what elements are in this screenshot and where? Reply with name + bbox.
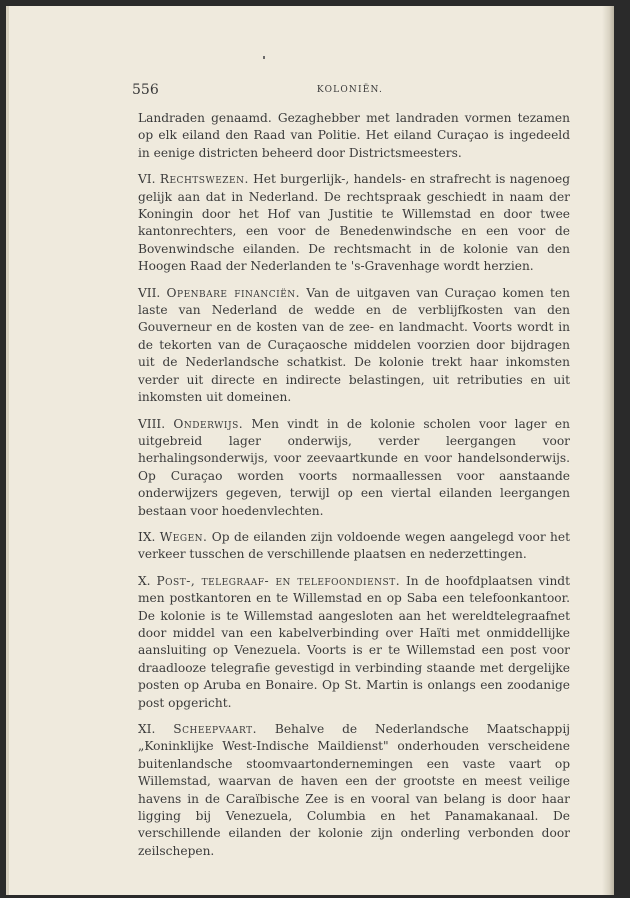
page-edge [6,6,9,895]
section-heading: Openbare financiën. [166,285,301,300]
section-heading: Rechtswezen. [159,172,249,187]
section-heading: Post-, telegraaf- en telefoondienst. [156,573,401,588]
paragraph-wegen [138,529,570,564]
paragraph-rechtswezen [138,171,570,275]
paragraph-post-telegraaf [138,573,570,712]
paragraph-text: Landraden genaamd. Gezaghebber met landraden vormen tezamen op elk eiland den Raad van Politie. Het eiland Curaçao is ingedeeld in eenige districten beheerd door Districtsmeesters. [138,111,570,160]
section-number: VII. [138,285,161,300]
section-number: VIII. [138,416,166,431]
page-header [132,82,568,100]
page-number: 556 [132,82,159,98]
section-number: IX. [138,529,156,544]
paragraph-openbare-financien [138,285,570,407]
section-heading: Onderwijs. [173,416,244,431]
section-heading: Scheepvaart. [173,722,257,736]
spine-shadow [602,6,614,895]
section-heading: Wegen. [159,529,208,544]
paragraph-text: Van de uitgaven van Curaçao komen ten laste van Nederland de wedde en de verblijfkosten van den Gouverneur en de kosten van de zee- en landmacht. Voorts wordt in de tekorten van de Curaçaosche middelen voorzien door bijdragen uit de Nederlandsche schatkist. De kolonie trekt haar inkomsten verder uit directe en indirecte belastingen, uit retributies en uit inkomsten uit domeinen. [138,285,570,405]
book-page [6,6,614,895]
section-number: X. [138,573,151,588]
section-number: XI. [138,722,156,736]
paragraph-text: Het burgerlijk-, handels- en strafrecht is nagenoeg gelijk aan dat in Nederland. De rechtspraak geschiedt in naam der Koningin door het Hof van Justitie te Willemstad en door twee kantonrechters, een voor de Benedenwindsche en een voor de Bovenwindsche eilanden. De rechtsmacht in de kolonie van den Hoogen Raad der Nederlanden te 's-Gravenhage wordt herzien. [138,172,570,274]
paragraph-text: Men vindt in de kolonie scholen voor lager en uitgebreid lager onderwijs, verder leergangen voor herhalingsonderwijs, voor zeevaartkunde en voor handelsonderwijs. Op Curaçao worden voorts normaallessen voor aanstaande onderwijzers gegeven, terwijl op een viertal eilanden leergangen bestaan voor hoedenvlechten. [138,416,570,518]
paragraph-intro [138,110,570,162]
running-head: KOLONIËN. [316,85,384,95]
ink-speck [263,56,265,59]
paragraph-text: In de hoofdplaatsen vindt men postkantoren en te Willemstad en op Saba een telefoonkantoor. De kolonie is te Willemstad aangesloten aan het wereldtelegraafnet door middel van een kabelverbinding over Haïti met onmiddellijke aansluiting op Venezuela. Voorts is er te Willemstad een post voor draadlooze telegrafie gevestigd in verbinding staande met dergelijke posten op Aruba en Bonaire. Op St. Martin is onlangs een zoodanige post opgericht. [138,573,570,710]
paragraph-text: Op de eilanden zijn voldoende wegen aangelegd voor het verkeer tusschen de verschillende plaatsen en nederzettingen. [138,529,571,562]
paragraph-text: Behalve de Nederlandsche Maatschappij „Koninklijke West-Indische Maildienst" onderhouden verscheidene buitenlandsche stoomvaartondernemingen een vaste vaart op Willemstad, waarvan de haven een der grootste en meest veilige havens in de Caraïbische Zee is en vooral van belang is door haar ligging bij Venezuela, Columbia en het Panamakanaal. De verschillende eilanden der kolonie zijn onderling verbonden door zeilschepen. [138,722,570,858]
paragraph-onderwijs [138,416,570,520]
section-number: VI. [138,172,156,187]
paragraph-scheepvaart [138,721,570,860]
body-text [138,110,570,869]
